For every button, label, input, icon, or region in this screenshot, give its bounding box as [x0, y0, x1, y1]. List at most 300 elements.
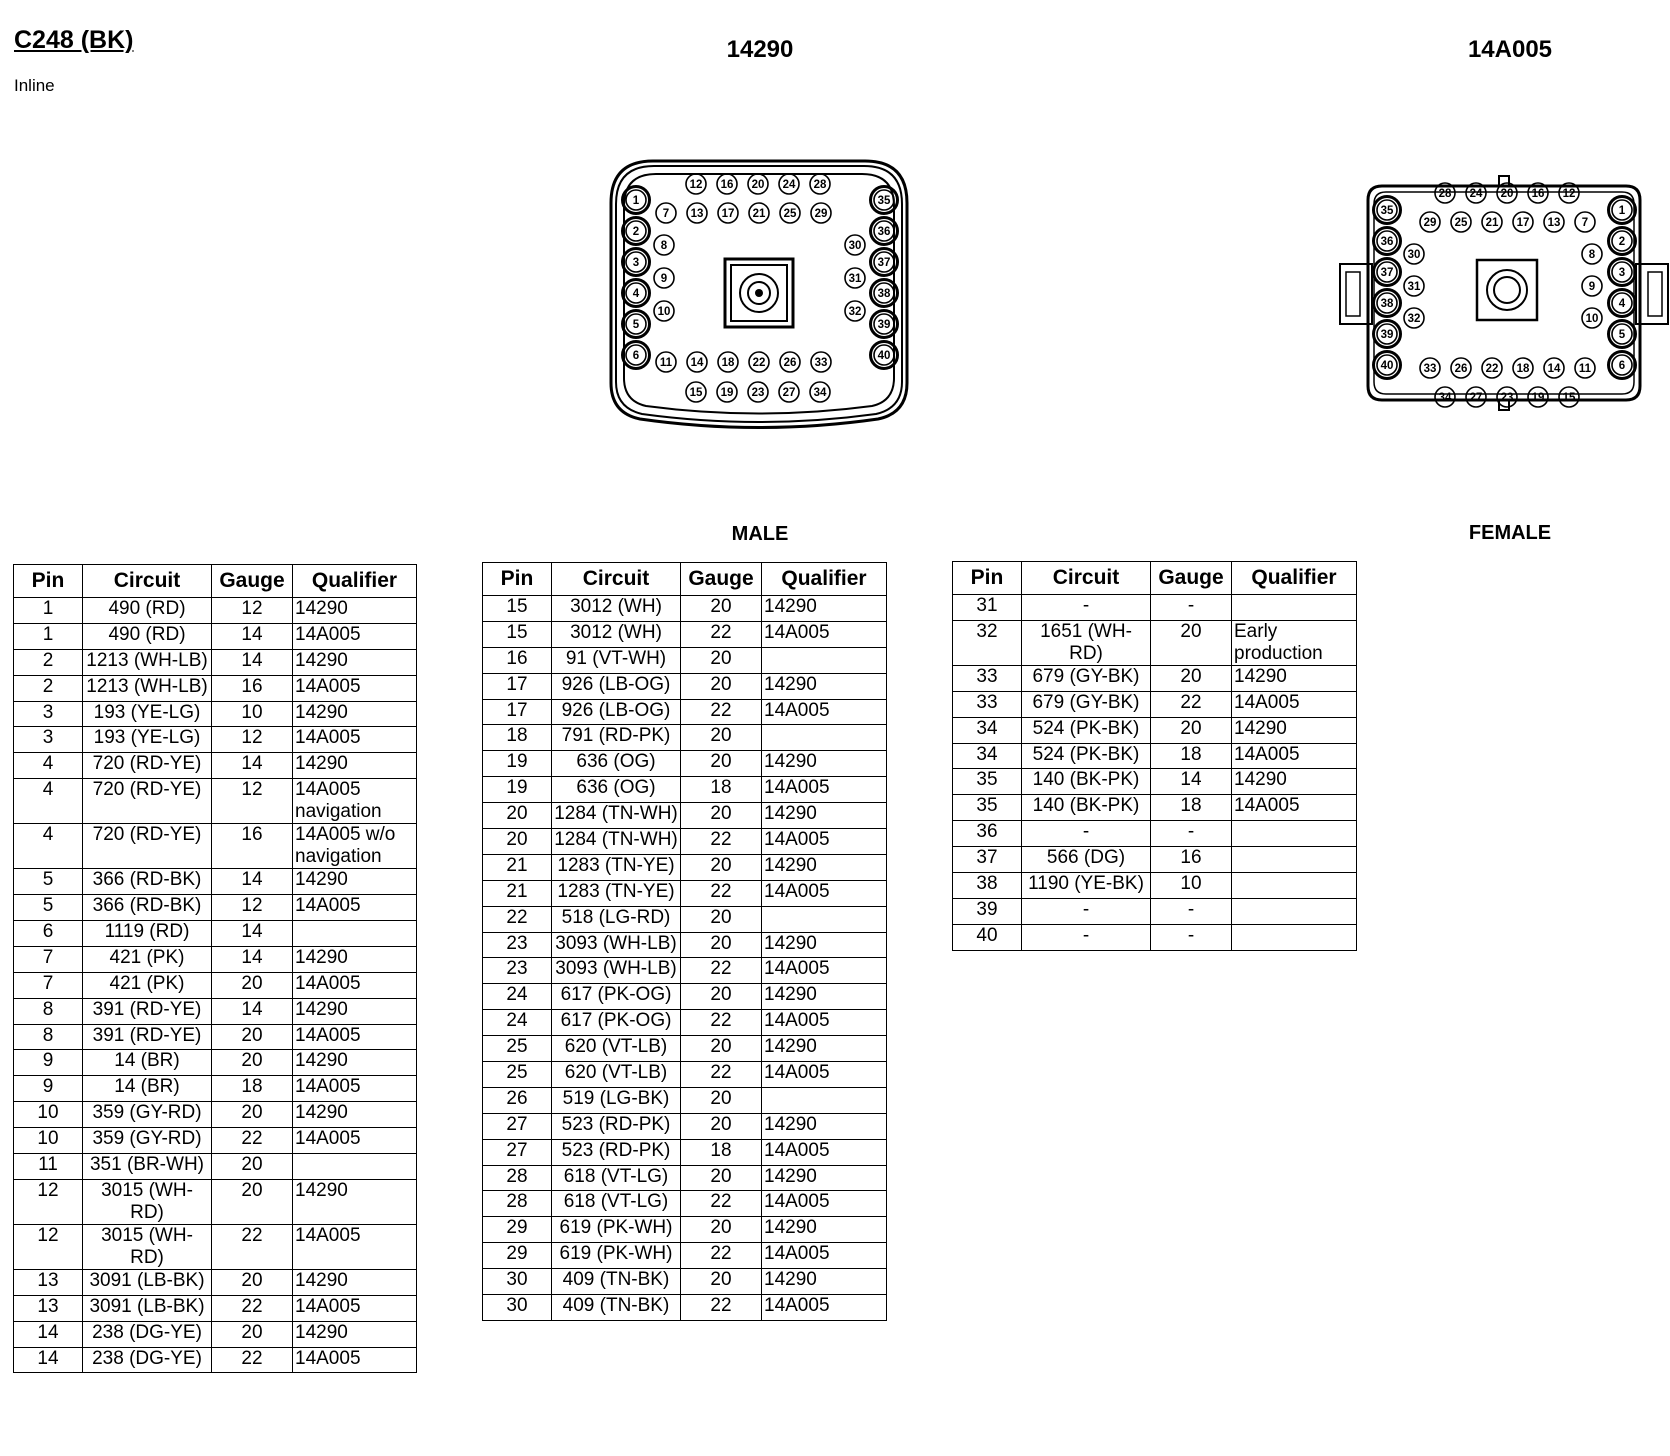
qualifier-cell: 14290: [293, 1050, 417, 1076]
female-pin-label: 13: [1547, 217, 1561, 229]
pin-cell: 24: [483, 1010, 552, 1036]
table-row: [483, 803, 887, 829]
pin-cell: 4: [14, 753, 83, 779]
female-pin-label: 20: [1500, 188, 1514, 200]
pin-cell: 7: [14, 972, 83, 998]
gauge-cell: 22: [681, 958, 762, 984]
female-latch-left-inner: [1346, 272, 1360, 316]
gauge-cell: 14: [212, 623, 293, 649]
male-pin-label: 20: [751, 179, 765, 191]
table-row: [14, 1050, 417, 1076]
gauge-cell: -: [1151, 924, 1232, 950]
qualifier-cell: [762, 725, 887, 751]
qualifier-cell: 14290: [762, 596, 887, 622]
circuit-cell: 140 (BK-PK): [1022, 795, 1151, 821]
header-pin: Pin: [483, 563, 552, 596]
female-pin: [1404, 276, 1424, 296]
male-pin-label: 18: [721, 357, 735, 369]
gauge-cell: 20: [212, 1102, 293, 1128]
pin-cell: 24: [483, 984, 552, 1010]
female-pin-label: 28: [1438, 188, 1452, 200]
male-pin-label: 28: [813, 179, 827, 191]
gauge-cell: 20: [681, 673, 762, 699]
table-row: [953, 743, 1357, 769]
table-header-row: [953, 562, 1357, 595]
gauge-cell: 16: [212, 675, 293, 701]
circuit-cell: 1283 (TN-YE): [552, 880, 681, 906]
table-row: [14, 921, 417, 947]
table-row: [953, 595, 1357, 621]
pin-cell: 7: [14, 946, 83, 972]
gauge-cell: 22: [681, 621, 762, 647]
female-pin-label: 5: [1618, 329, 1626, 341]
pin-cell: 12: [14, 1224, 83, 1269]
female-pin-label: 25: [1454, 217, 1468, 229]
gauge-cell: 22: [681, 1062, 762, 1088]
female-pin: [1466, 387, 1486, 407]
female-label: FEMALE: [1468, 522, 1552, 544]
female-pin-label: 8: [1588, 249, 1596, 261]
pin-cell: 31: [953, 595, 1022, 621]
table-body: [953, 595, 1357, 951]
circuit-cell: 3093 (WH-LB): [552, 958, 681, 984]
gauge-cell: 14: [212, 921, 293, 947]
female-pin: [1559, 387, 1579, 407]
qualifier-cell: 14290: [762, 1113, 887, 1139]
male-pin-label: 11: [659, 357, 673, 369]
qualifier-cell: 14290: [762, 673, 887, 699]
qualifier-cell: [1232, 873, 1357, 899]
pin-cell: 28: [483, 1191, 552, 1217]
qualifier-cell: [762, 1087, 887, 1113]
circuit-cell: 1283 (TN-YE): [552, 854, 681, 880]
pin-cell: 2: [14, 649, 83, 675]
male-pin: [656, 203, 676, 223]
qualifier-cell: 14A005: [762, 1243, 887, 1269]
pin-cell: 20: [483, 803, 552, 829]
male-pin: [749, 203, 769, 223]
header-pin: Pin: [14, 565, 83, 598]
female-pin-label: 19: [1531, 392, 1545, 404]
male-pin: [780, 203, 800, 223]
table-row: [953, 847, 1357, 873]
pin-cell: 9: [14, 1076, 83, 1102]
table-row: [14, 779, 417, 824]
male-pin-label: 5: [632, 319, 640, 331]
table-row: [14, 946, 417, 972]
female-pin: [1374, 259, 1401, 286]
gauge-cell: 18: [681, 1139, 762, 1165]
header-circuit: Circuit: [83, 565, 212, 598]
male-pin: [779, 382, 799, 402]
qualifier-cell: 14290: [293, 869, 417, 895]
circuit-cell: 636 (OG): [552, 777, 681, 803]
male-pin: [845, 235, 865, 255]
table-row: [14, 1347, 417, 1373]
gauge-cell: -: [1151, 821, 1232, 847]
male-pin: [871, 249, 898, 276]
female-pin: [1435, 387, 1455, 407]
circuit-cell: 193 (YE-LG): [83, 727, 212, 753]
pin-cell: 8: [14, 998, 83, 1024]
male-part-number: 14290: [726, 36, 794, 63]
qualifier-cell: 14290: [762, 932, 887, 958]
female-pin: [1544, 358, 1564, 378]
qualifier-cell: [762, 906, 887, 932]
table-row: [953, 924, 1357, 950]
qualifier-cell: 14290: [293, 946, 417, 972]
gauge-cell: 22: [681, 1243, 762, 1269]
female-pin-label: 15: [1562, 392, 1576, 404]
table-row: [953, 620, 1357, 665]
table-row: [483, 1217, 887, 1243]
pin-cell: 13: [14, 1269, 83, 1295]
qualifier-cell: 14290: [293, 701, 417, 727]
female-pin-label: 4: [1618, 298, 1626, 310]
table-row: [483, 1113, 887, 1139]
table-row: [14, 623, 417, 649]
pin-cell: 14: [14, 1321, 83, 1347]
table-body: [14, 598, 417, 1373]
pin-cell: 30: [483, 1295, 552, 1321]
male-pin-label: 35: [877, 195, 891, 207]
circuit-cell: 619 (PK-WH): [552, 1217, 681, 1243]
circuit-cell: 566 (DG): [1022, 847, 1151, 873]
qualifier-cell: 14A005: [762, 880, 887, 906]
gauge-cell: 22: [681, 1295, 762, 1321]
circuit-cell: 791 (RD-PK): [552, 725, 681, 751]
male-pin-label: 22: [752, 357, 766, 369]
circuit-cell: 3091 (LB-BK): [83, 1269, 212, 1295]
male-pin-label: 14: [690, 357, 704, 369]
circuit-cell: 14 (BR): [83, 1050, 212, 1076]
male-pin: [780, 352, 800, 372]
gauge-cell: 16: [1151, 847, 1232, 873]
circuit-cell: 617 (PK-OG): [552, 1010, 681, 1036]
female-pin: [1544, 212, 1564, 232]
table-row: [483, 699, 887, 725]
male-pin: [749, 352, 769, 372]
qualifier-cell: 14290: [293, 649, 417, 675]
female-part-number: 14A005: [1467, 36, 1553, 63]
female-pin: [1609, 352, 1636, 379]
female-pin-label: 23: [1500, 392, 1514, 404]
circuit-cell: 1213 (WH-LB): [83, 649, 212, 675]
male-pin-label: 7: [662, 208, 670, 220]
male-label: MALE: [731, 523, 789, 545]
gauge-cell: 20: [681, 647, 762, 673]
female-pin-label: 27: [1469, 392, 1483, 404]
female-pin: [1497, 387, 1517, 407]
qualifier-cell: 14A005: [293, 895, 417, 921]
table-row: [483, 880, 887, 906]
table-row: [483, 932, 887, 958]
circuit-cell: 3012 (WH): [552, 621, 681, 647]
circuit-cell: 3091 (LB-BK): [83, 1295, 212, 1321]
female-pin-label: 37: [1380, 267, 1394, 279]
male-pin: [687, 203, 707, 223]
circuit-cell: 421 (PK): [83, 972, 212, 998]
gauge-cell: 20: [212, 1179, 293, 1224]
qualifier-cell: 14A005: [762, 1295, 887, 1321]
female-pin: [1451, 358, 1471, 378]
circuit-cell: 926 (LB-OG): [552, 673, 681, 699]
pin-cell: 19: [483, 777, 552, 803]
circuit-cell: 140 (BK-PK): [1022, 769, 1151, 795]
gauge-cell: -: [1151, 898, 1232, 924]
female-pin-label: 33: [1423, 363, 1437, 375]
male-pin: [623, 280, 650, 307]
male-pin-label: 19: [720, 387, 734, 399]
pin-cell: 17: [483, 673, 552, 699]
male-pin: [810, 174, 830, 194]
female-pin: [1404, 308, 1424, 328]
male-pin: [845, 268, 865, 288]
female-pin-label: 30: [1407, 249, 1421, 261]
female-pin: [1374, 197, 1401, 224]
qualifier-cell: [293, 1154, 417, 1180]
table-row: [483, 958, 887, 984]
table-row: [483, 1087, 887, 1113]
pin-cell: 20: [483, 829, 552, 855]
qualifier-cell: 14A005: [293, 1076, 417, 1102]
male-pin: [811, 352, 831, 372]
table-row: [953, 795, 1357, 821]
pin-cell: 30: [483, 1269, 552, 1295]
male-pin: [654, 235, 674, 255]
female-pin-label: 3: [1618, 267, 1626, 279]
qualifier-cell: 14A005: [293, 1128, 417, 1154]
gauge-cell: 14: [1151, 769, 1232, 795]
circuit-cell: 421 (PK): [83, 946, 212, 972]
female-pin-label: 9: [1588, 281, 1596, 293]
pin-cell: 21: [483, 854, 552, 880]
table-row: [483, 1139, 887, 1165]
circuit-cell: -: [1022, 821, 1151, 847]
pin-cell: 23: [483, 958, 552, 984]
female-pin: [1575, 358, 1595, 378]
gauge-cell: 20: [681, 984, 762, 1010]
circuit-cell: 91 (VT-WH): [552, 647, 681, 673]
gauge-cell: -: [1151, 595, 1232, 621]
circuit-cell: -: [1022, 898, 1151, 924]
gauge-cell: 20: [681, 596, 762, 622]
qualifier-cell: 14290: [762, 854, 887, 880]
gauge-cell: 20: [212, 1050, 293, 1076]
gauge-cell: 20: [681, 932, 762, 958]
pin-cell: 40: [953, 924, 1022, 950]
circuit-cell: 524 (PK-BK): [1022, 743, 1151, 769]
gauge-cell: 20: [681, 803, 762, 829]
circuit-cell: 1651 (WH-RD): [1022, 620, 1151, 665]
gauge-cell: 20: [212, 972, 293, 998]
qualifier-cell: 14290: [762, 1165, 887, 1191]
table-row: [953, 873, 1357, 899]
gauge-cell: 22: [212, 1128, 293, 1154]
pin-cell: 18: [483, 725, 552, 751]
header-qualifier: Qualifier: [293, 565, 417, 598]
pin-cell: 17: [483, 699, 552, 725]
male-pin-label: 32: [848, 306, 862, 318]
table-row: [483, 647, 887, 673]
male-pin-label: 16: [720, 179, 734, 191]
gauge-cell: 18: [1151, 743, 1232, 769]
pin-cell: 19: [483, 751, 552, 777]
qualifier-cell: 14290: [762, 751, 887, 777]
qualifier-cell: 14290: [293, 1269, 417, 1295]
male-pin-label: 10: [657, 306, 671, 318]
pin-cell: 15: [483, 621, 552, 647]
male-pin: [686, 382, 706, 402]
qualifier-cell: 14A005: [293, 1295, 417, 1321]
table-row: [483, 725, 887, 751]
table-row: [14, 1076, 417, 1102]
female-pin: [1374, 228, 1401, 255]
circuit-cell: 359 (GY-RD): [83, 1102, 212, 1128]
pin-cell: 10: [14, 1128, 83, 1154]
gauge-cell: 14: [212, 649, 293, 675]
male-pin-label: 34: [813, 387, 827, 399]
male-pin: [654, 301, 674, 321]
gauge-cell: 20: [681, 751, 762, 777]
gauge-cell: 12: [212, 895, 293, 921]
table-row: [14, 1128, 417, 1154]
pin-cell: 29: [483, 1217, 552, 1243]
table-row: [14, 824, 417, 869]
female-pin-label: 22: [1485, 363, 1499, 375]
gauge-cell: 14: [212, 869, 293, 895]
table-row: [483, 673, 887, 699]
table-row: [483, 1062, 887, 1088]
pin-cell: 4: [14, 824, 83, 869]
male-pin-label: 37: [877, 257, 891, 269]
table-header-row: [483, 563, 887, 596]
pin-cell: 15: [483, 596, 552, 622]
pin-cell: 34: [953, 717, 1022, 743]
male-pin: [623, 249, 650, 276]
gauge-cell: 22: [212, 1224, 293, 1269]
header-qualifier: Qualifier: [762, 563, 887, 596]
circuit-cell: 3093 (WH-LB): [552, 932, 681, 958]
circuit-cell: 679 (GY-BK): [1022, 665, 1151, 691]
male-pin-label: 17: [721, 208, 735, 220]
male-center-pin-core: [755, 289, 763, 297]
male-pin-label: 38: [877, 288, 891, 300]
header-circuit: Circuit: [1022, 562, 1151, 595]
pin-cell: 3: [14, 727, 83, 753]
female-pin-label: 34: [1438, 392, 1452, 404]
qualifier-cell: 14A005: [762, 829, 887, 855]
header-gauge: Gauge: [1151, 562, 1232, 595]
pin-cell: 12: [14, 1179, 83, 1224]
male-pin-label: 8: [660, 240, 668, 252]
male-pin-label: 33: [814, 357, 828, 369]
gauge-cell: 20: [681, 906, 762, 932]
gauge-cell: 18: [212, 1076, 293, 1102]
gauge-cell: 14: [212, 946, 293, 972]
table-row: [483, 1295, 887, 1321]
female-pin-group: [1374, 183, 1636, 407]
pin-cell: 27: [483, 1139, 552, 1165]
gauge-cell: 22: [681, 829, 762, 855]
qualifier-cell: [1232, 898, 1357, 924]
pin-cell: 4: [14, 779, 83, 824]
gauge-cell: 20: [212, 1321, 293, 1347]
pin-cell: 14: [14, 1347, 83, 1373]
qualifier-cell: 14A005: [293, 623, 417, 649]
gauge-cell: 20: [681, 725, 762, 751]
qualifier-cell: 14A005: [293, 1347, 417, 1373]
circuit-cell: 391 (RD-YE): [83, 998, 212, 1024]
qualifier-cell: 14A005: [762, 958, 887, 984]
gauge-cell: 22: [681, 699, 762, 725]
table-row: [14, 1024, 417, 1050]
qualifier-cell: 14A005: [1232, 691, 1357, 717]
qualifier-cell: 14A005: [762, 1010, 887, 1036]
table-row: [953, 665, 1357, 691]
male-pin: [871, 280, 898, 307]
circuit-cell: 391 (RD-YE): [83, 1024, 212, 1050]
circuit-cell: 618 (VT-LG): [552, 1191, 681, 1217]
pin-cell: 32: [953, 620, 1022, 665]
female-pin: [1575, 212, 1595, 232]
male-pin-label: 21: [752, 208, 766, 220]
table-row: [14, 675, 417, 701]
female-pin: [1609, 259, 1636, 286]
qualifier-cell: 14290: [1232, 717, 1357, 743]
table-row: [483, 1010, 887, 1036]
female-connector-diagram: [1340, 172, 1670, 412]
pin-cell: 11: [14, 1154, 83, 1180]
pin-cell: 25: [483, 1036, 552, 1062]
female-pin: [1374, 352, 1401, 379]
male-pin: [748, 174, 768, 194]
header-gauge: Gauge: [212, 565, 293, 598]
pin-cell: 3: [14, 701, 83, 727]
circuit-cell: 3012 (WH): [552, 596, 681, 622]
gauge-cell: 10: [1151, 873, 1232, 899]
table-row: [953, 691, 1357, 717]
male-pin-label: 26: [783, 357, 797, 369]
pin-cell: 9: [14, 1050, 83, 1076]
female-pin: [1482, 358, 1502, 378]
pin-cell: 1: [14, 598, 83, 624]
gauge-cell: 20: [681, 1036, 762, 1062]
female-pin: [1451, 212, 1471, 232]
header-pin: Pin: [953, 562, 1022, 595]
female-pin-label: 29: [1423, 217, 1437, 229]
qualifier-cell: 14290: [293, 1102, 417, 1128]
table-row: [483, 1191, 887, 1217]
circuit-cell: 490 (RD): [83, 623, 212, 649]
table-row: [483, 906, 887, 932]
male-pin: [845, 301, 865, 321]
male-pin: [623, 342, 650, 369]
gauge-cell: 20: [1151, 717, 1232, 743]
female-pin: [1513, 358, 1533, 378]
female-pin: [1582, 308, 1602, 328]
table-row: [953, 717, 1357, 743]
table-row: [953, 769, 1357, 795]
qualifier-cell: 14A005 w/o navigation: [293, 824, 417, 869]
female-pin-label: 40: [1380, 360, 1394, 372]
circuit-cell: 617 (PK-OG): [552, 984, 681, 1010]
qualifier-cell: 14A005: [293, 1224, 417, 1269]
gauge-cell: 20: [212, 1154, 293, 1180]
male-pin-label: 30: [848, 240, 862, 252]
circuit-cell: 238 (DG-YE): [83, 1321, 212, 1347]
pin-cell: 13: [14, 1295, 83, 1321]
